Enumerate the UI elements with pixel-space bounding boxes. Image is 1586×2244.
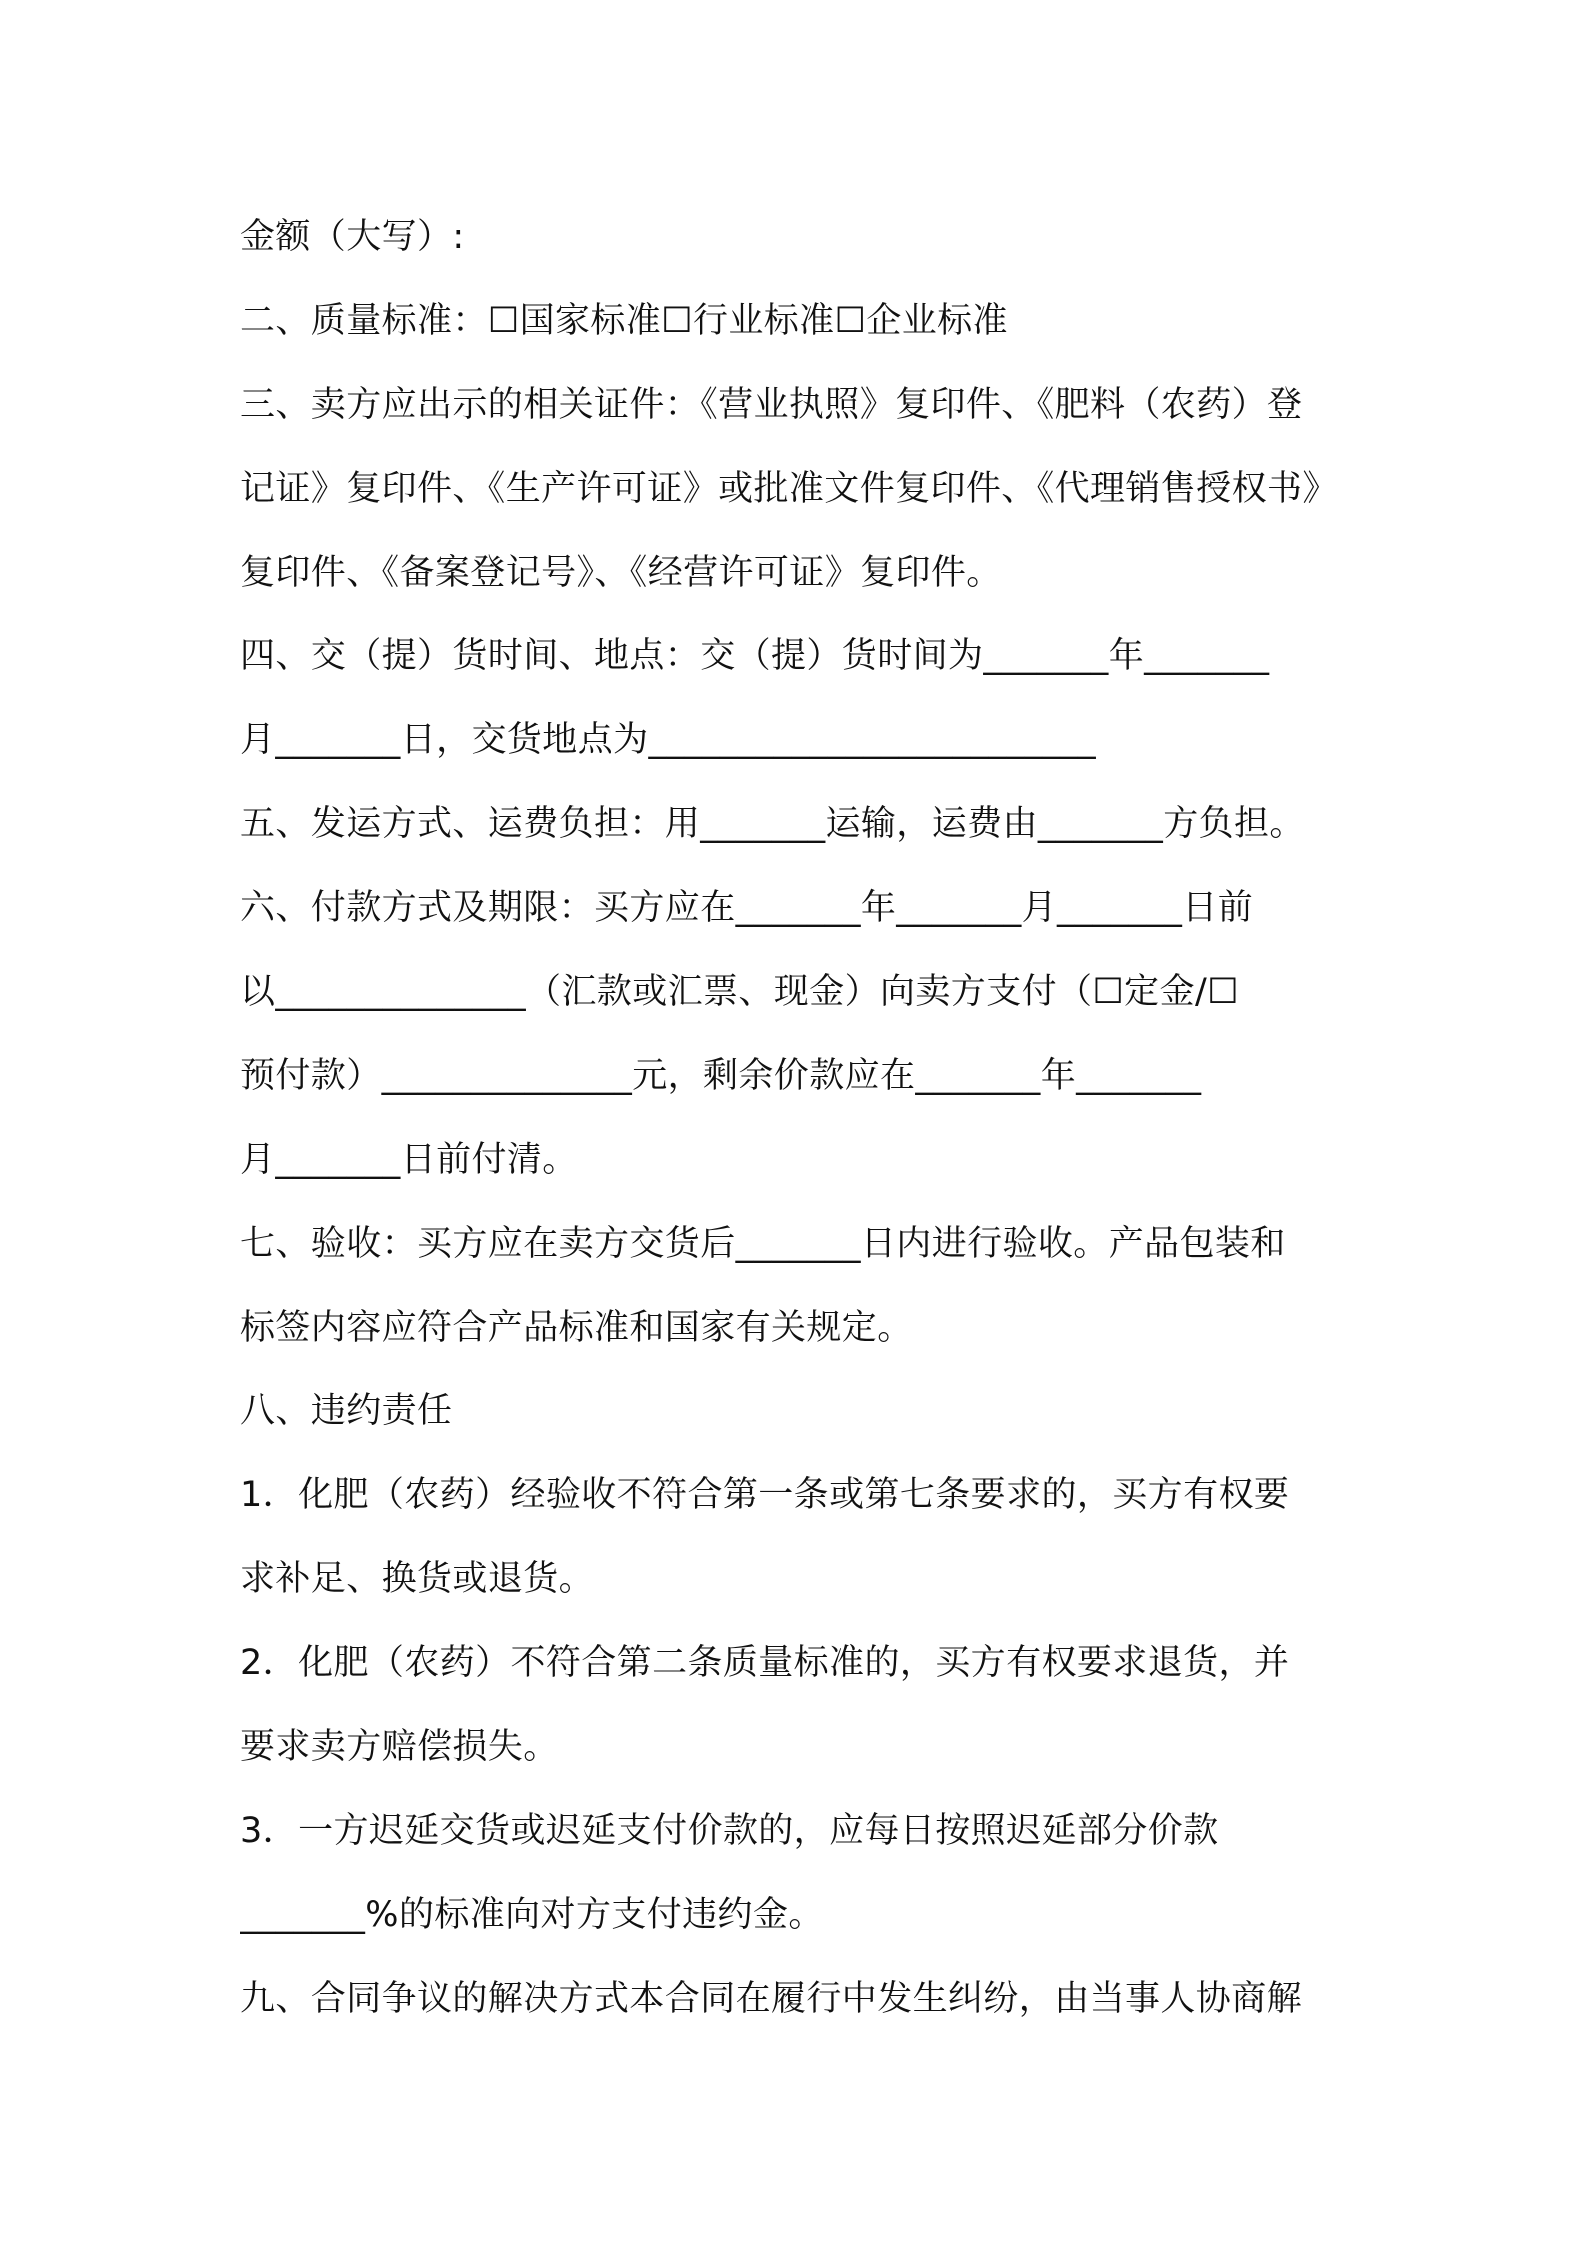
- certificates-line-2: 记证》复印件、《生产许可证》或批准文件复印件、《代理销售授权书》: [240, 468, 1338, 509]
- amount-in-words-line: 金额（大写）:: [240, 217, 465, 257]
- liability-item-3-line-2: _______%的标准向对方支付违约金。: [240, 1894, 824, 1935]
- shipping-method-line: 五、发运方式、运费负担：用_______运输，运费由_______方负担。: [240, 804, 1305, 845]
- liability-item-3-line-1: 3．一方迟延交货或迟延支付价款的，应每日按照迟延部分价款: [240, 1810, 1219, 1851]
- delivery-time-line-2: 月_______日，交货地点为_________________________: [240, 720, 1097, 761]
- acceptance-line-1: 七、验收：买方应在卖方交货后_______日内进行验收。产品包装和: [240, 1223, 1286, 1264]
- quality-standard-line: 二、质量标准：☐国家标准☐行业标准☐企业标准: [240, 300, 1008, 341]
- certificates-line-3: 复印件、《备案登记号》、《经营许可证》复印件。: [240, 552, 1002, 593]
- liability-item-1-line-2: 求补足、换货或退货。: [240, 1559, 595, 1600]
- acceptance-line-2: 标签内容应符合产品标准和国家有关规定。: [240, 1307, 913, 1348]
- payment-terms-line-2: 以______________（汇款或汇票、现金）向卖方支付（☐定金/☐: [240, 972, 1239, 1013]
- liability-item-1-line-1: 1．化肥（农药）经验收不符合第一条或第七条要求的，买方有权要: [240, 1475, 1290, 1516]
- payment-terms-line-1: 六、付款方式及期限：买方应在_______年_______月_______日前: [240, 888, 1254, 929]
- liability-heading: 八、违约责任: [240, 1391, 453, 1432]
- certificates-line-1: 三、卖方应出示的相关证件：《营业执照》复印件、《肥料（农药）登: [240, 384, 1303, 425]
- delivery-time-line-1: 四、交（提）货时间、地点：交（提）货时间为_______年_______: [240, 636, 1270, 677]
- payment-terms-line-4: 月_______日前付清。: [240, 1139, 578, 1180]
- liability-item-2-line-2: 要求卖方赔偿损失。: [240, 1727, 559, 1768]
- dispute-resolution-line: 九、合同争议的解决方式本合同在履行中发生纠纷，由当事人协商解: [240, 1978, 1303, 2019]
- contract-body: [240, 196, 1360, 2042]
- payment-terms-line-3: 预付款）______________元，剩余价款应在_______年_______: [240, 1055, 1202, 1096]
- liability-item-2-line-1: 2．化肥（农药）不符合第二条质量标准的，买方有权要求退货，并: [240, 1643, 1290, 1684]
